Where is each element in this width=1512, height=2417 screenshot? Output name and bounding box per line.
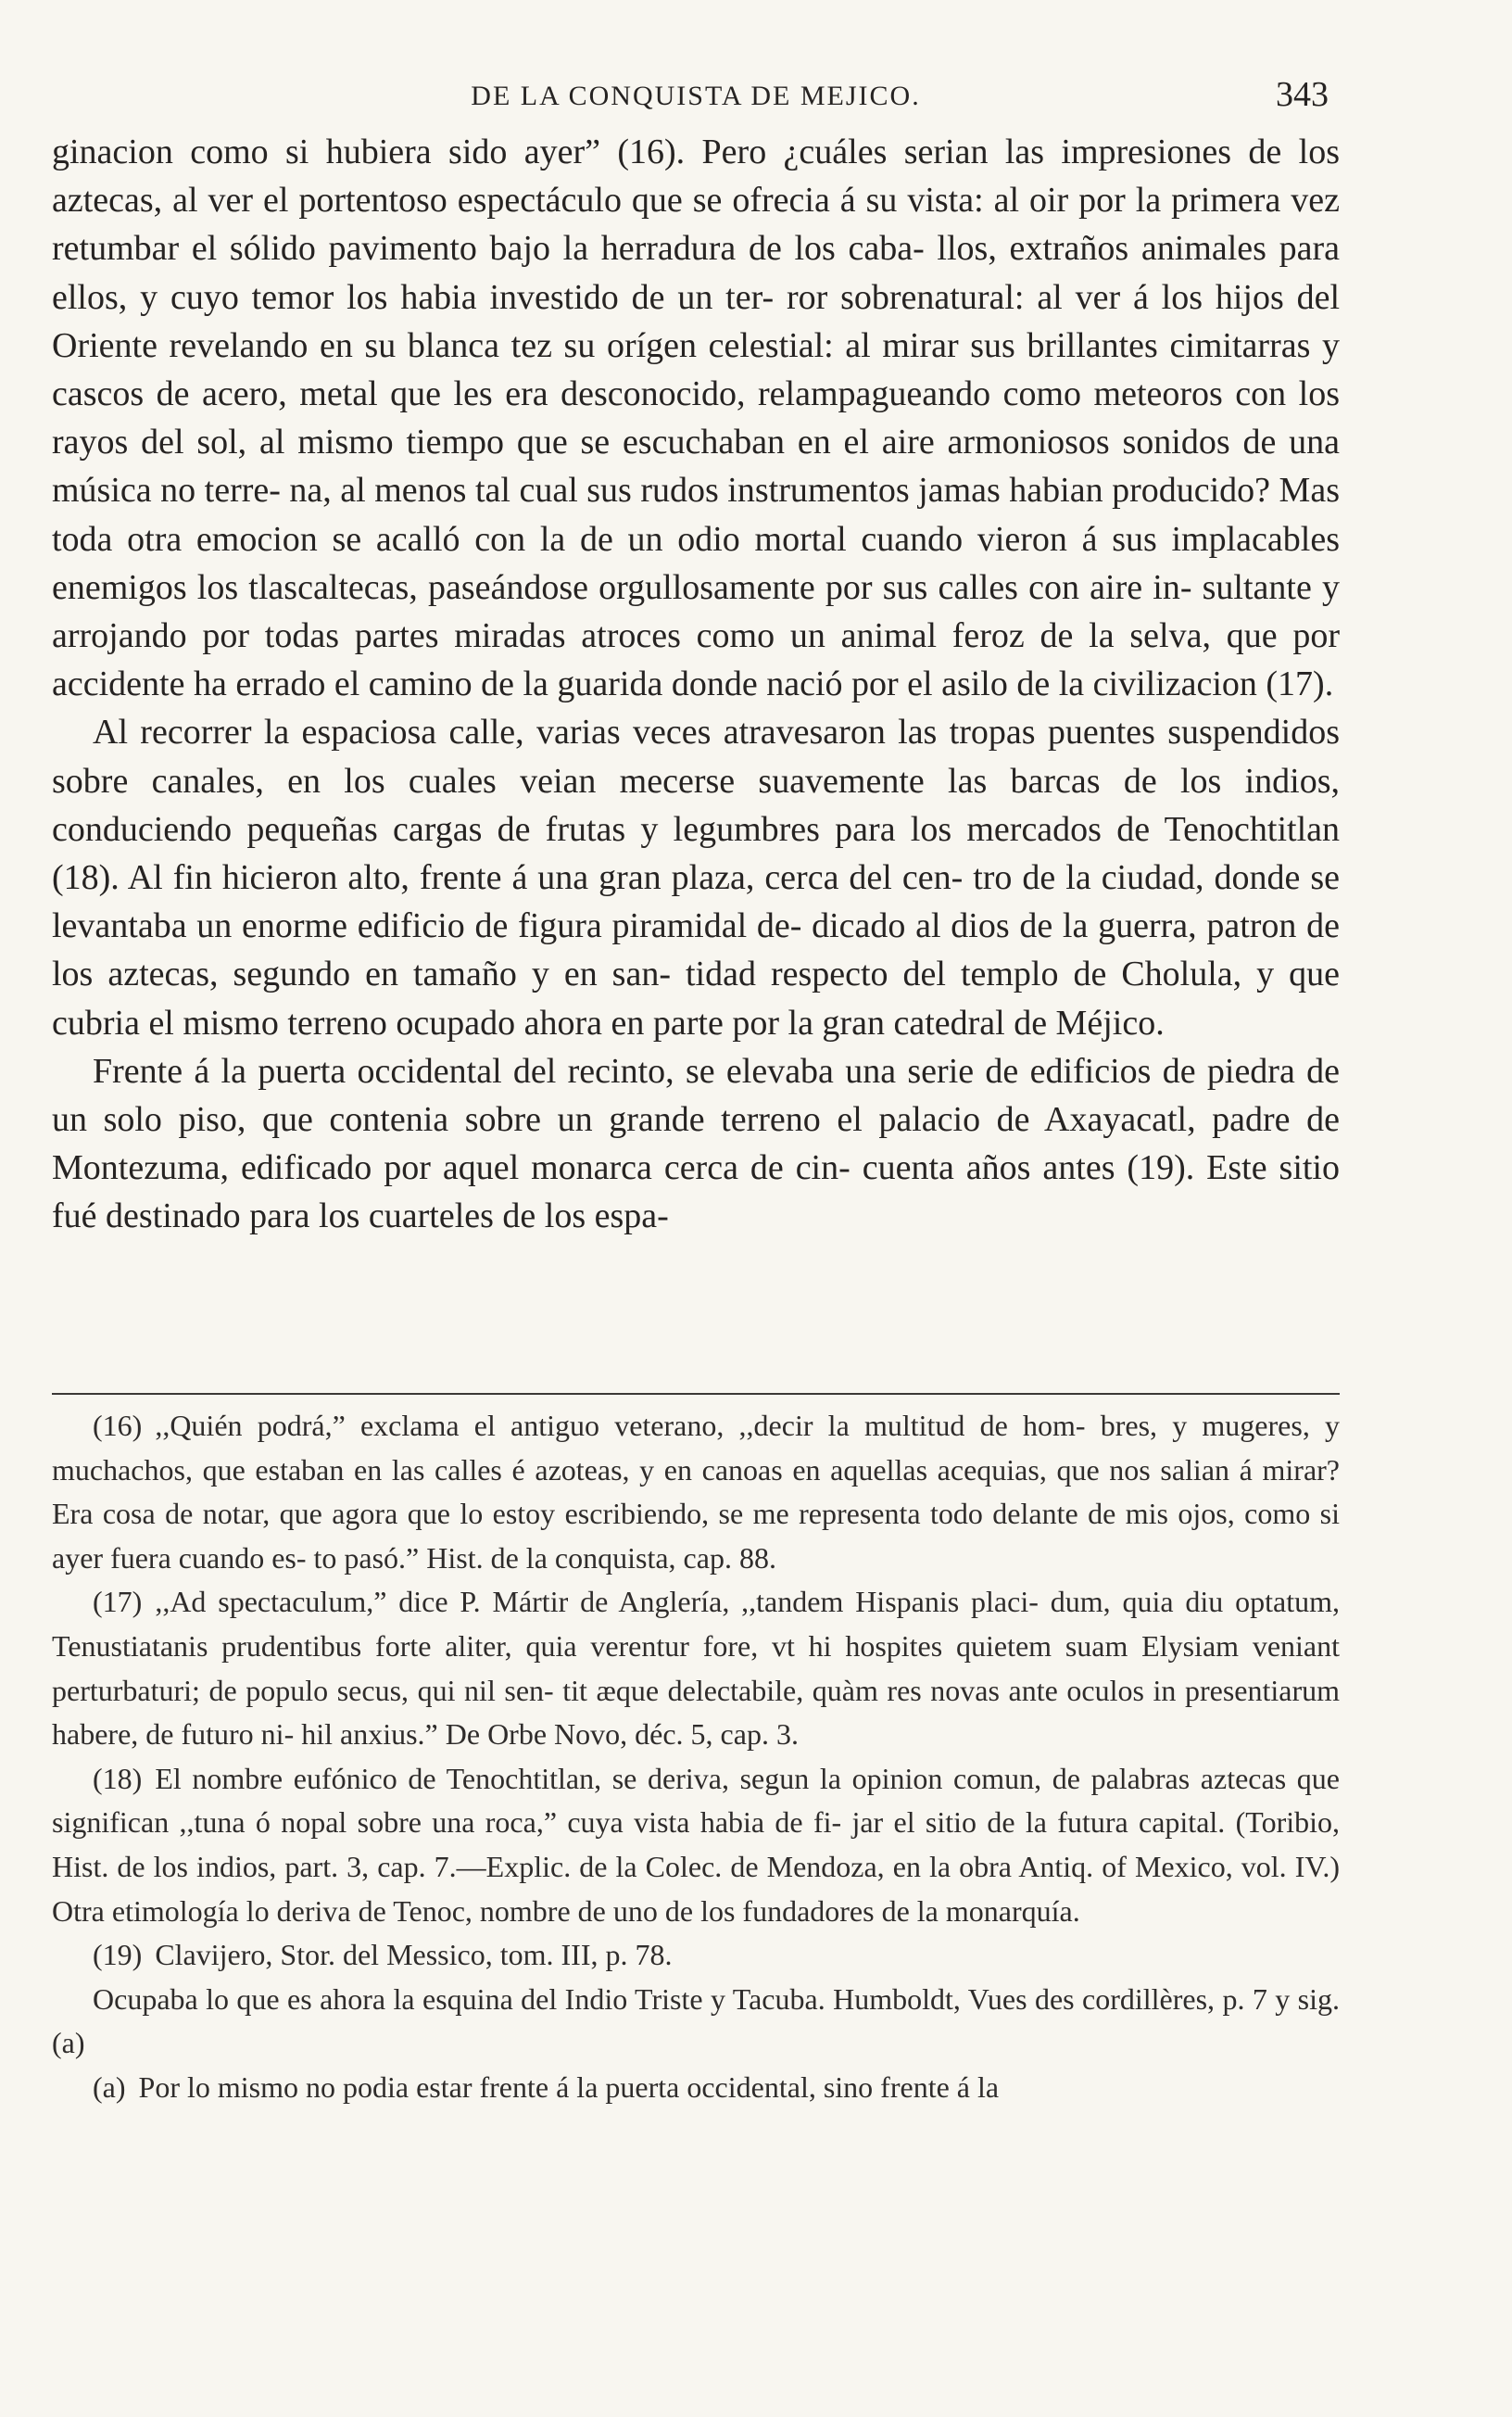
paragraph-3: Frente á la puerta occidental del recinto, se elevaba una serie de edificios de piedra de un solo piso, que contenia sobre un grande terreno el palacio de Axayacatl, padre de Montezuma, edificado por aquel monarca cerca de cin- cuenta años antes (19). Este sitio fué destinado para los cuarteles de los espa- (52, 1051, 1340, 1236)
footnote-16 (52, 1404, 1340, 1580)
footnote-a (52, 2066, 1340, 2110)
paragraph-1: ginacion como si hubiera sido ayer” (16). Pero ¿cuáles serian las impresiones de los aztecas, al ver el portentoso espectáculo que se ofrecia á su vista: al oir por la primera vez retumbar el sólido pavimento bajo la herradura de los caba- llos, extraños animales para ellos, y cuyo temor los habia investido de un ter- ror sobrenatural: al ver á los hijos del Oriente revelando en su blanca tez su orígen celestial: al mirar sus brillantes cimitarras y cascos de acero, metal que les era desconocido, relampagueando como meteoros con los rayos del sol, al mismo tiempo que se escuchaban en el aire armoniosos sonidos de una música no terre- na, al menos tal cual sus rudos instrumentos jamas habian producido? Mas toda otra emocion se acalló con la de un odio mortal cuando vieron á sus implacables enemigos los tlascaltecas, paseándose orgullosamente por sus calles con aire in- sultante y arrojando por todas partes miradas atroces como un animal feroz de la selva, que por accidente ha errado el camino de la guarida donde nació por el asilo de la civilizacion (17). (52, 133, 1340, 704)
footnote-number: (16) (93, 1409, 143, 1442)
footnote-number: (18) (93, 1761, 143, 1795)
footnote-17 (52, 1580, 1340, 1756)
paragraph-2: Al recorrer la espaciosa calle, varias veces atravesaron las tropas puentes suspendidos sobre canales, en los cuales veian mecerse suavemente las barcas de los indios, conduciendo pequeñas cargas de frutas y legumbres para los mercados de Tenochtitlan (18). Al fin hicieron alto, frente á una gran plaza, cerca del cen- tro de la ciudad, donde se levantaba un enorme edificio de figura piramidal de- dicado al dios de la guerra, patron de los aztecas, segundo en tamaño y en san- tidad respecto del templo de Cholula, y que cubria el mismo terreno ocupado ahora en parte por la gran catedral de Méjico. (52, 713, 1340, 1043)
main-text (52, 128, 1340, 1241)
footnote-18 (52, 1757, 1340, 1933)
footnote-text: Por lo mismo no podia estar frente á la puerta occidental, sino frente á la (138, 2069, 1000, 2104)
footnote-number: (17) (93, 1585, 143, 1619)
footnote-number: (19) (93, 1938, 143, 1972)
footnote-separator (52, 1393, 1340, 1395)
footnote-text: Clavijero, Stor. del Messico, tom. III, p. 78. (155, 1938, 673, 1972)
footnote-text: El nombre eufónico de Tenochtitlan, se deriva, segun la opinion comun, de palabras aztecas que significan ,,tuna ó nopal sobre una roca,” cuya vista habia de fi- jar el sitio de la futura capital. (Toribio, Hist. de los indios, part. 3, cap. 7.—Explic. de la Colec. de Mendoza, en la obra Antiq. of Mexico, vol. IV.) Otra etimología lo deriva de Tenoc, nombre de uno de los fundadores de la monarquía. (52, 1761, 1340, 1928)
footnote-19-continuation (52, 1978, 1340, 2066)
running-title: DE LA CONQUISTA DE MEJICO. (471, 81, 921, 111)
footnote-text: Ocupaba lo que es ahora la esquina del Indio Triste y Tacuba. Humboldt, Vues des cordillères, p. 7 y sig. (a) (52, 1981, 1340, 2060)
footnotes (52, 1404, 1340, 2110)
footnote-number: (a) (93, 2069, 126, 2104)
running-header (52, 75, 1340, 124)
page-number: 343 (1276, 75, 1329, 114)
footnote-19 (52, 1933, 1340, 1978)
footnote-text: ,,Ad spectaculum,” dice P. Mártir de Anglería, ,,tandem Hispanis placi- dum, quia diu optatum, Tenustiatanis prudentibus forte aliter, quia verentur fore, vt hi hospites quietem suam Elysiam veniant perturbaturi; de populo secus, qui nil sen- tit æque delectabile, quàm res novas ante oculos in presentiarum habere, de futuro ni- hil anxius.” De Orbe Novo, déc. 5, cap. 3. (52, 1585, 1340, 1752)
footnote-text: ,,Quién podrá,” exclama el antiguo veterano, ,,decir la multitud de hom- bres, y mugeres, y muchachos, que estaban en las calles é azoteas, y en canoas en aquellas acequias, que nos salian á mirar? Era cosa de notar, que agora que lo estoy escribiendo, se me representa todo delante de mis ojos, como si ayer fuera cuando es- to pasó.” Hist. de la conquista, cap. 88. (52, 1409, 1340, 1575)
